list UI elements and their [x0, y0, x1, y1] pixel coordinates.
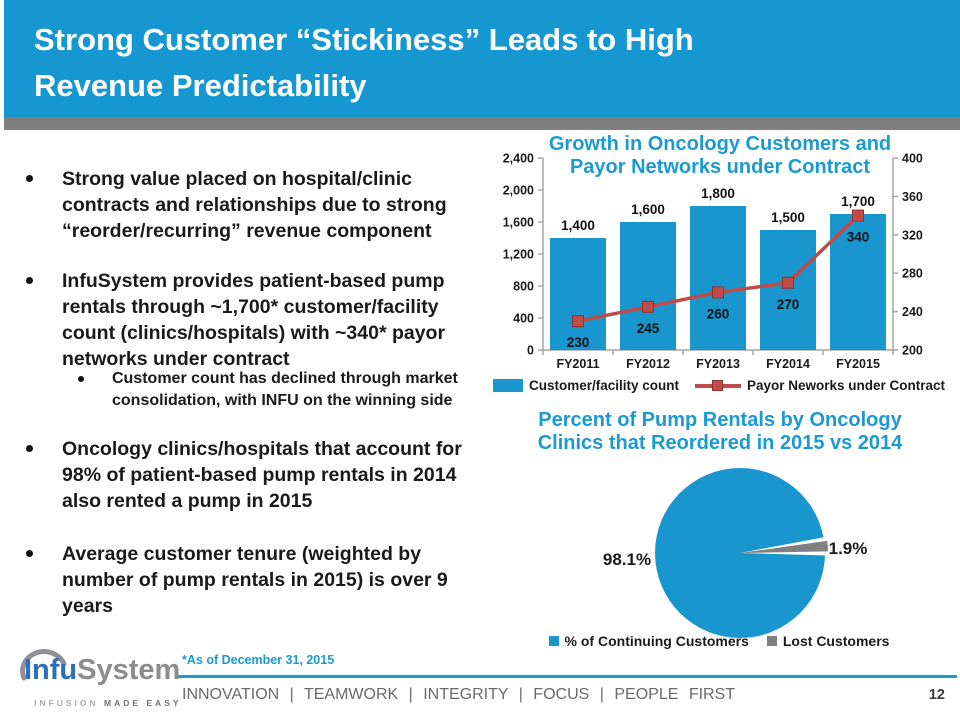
pie-chart-title: Percent of Pump Rentals by Oncology Clinics that Reordered in 2015 vs 2014: [537, 409, 903, 454]
slide-title: Strong Customer “Stickiness” Leads to High Revenue Predictability: [34, 22, 694, 103]
bullet-dot: [26, 550, 33, 557]
footnote: *As of December 31, 2015: [182, 653, 335, 667]
bullet-text: Strong value placed on hospital/clinic contracts and relationships due to strong “reorder/recurring” revenue component: [62, 168, 447, 242]
legend-item-continuing: [549, 633, 749, 649]
svg-text:340: 340: [846, 229, 870, 245]
combo-chart-legend: [480, 378, 958, 393]
svg-text:800: 800: [513, 279, 534, 294]
pie-chart-canvas: [480, 400, 960, 650]
svg-text:FY2012: FY2012: [626, 357, 670, 371]
combo-chart-title: Growth in Oncology Customers and Payor Networks under Contract: [548, 133, 892, 178]
svg-text:320: 320: [902, 228, 923, 243]
svg-text:270: 270: [776, 296, 800, 312]
svg-text:FY2014: FY2014: [766, 357, 810, 371]
bullet-dot: [78, 376, 84, 382]
gray-square-icon: [767, 636, 777, 646]
svg-text:360: 360: [902, 189, 923, 204]
bullet-text: Average customer tenure (weighted by number of pump rentals in 2015) is over 9 years: [62, 543, 448, 617]
svg-text:1,200: 1,200: [502, 247, 534, 262]
svg-text:1,600: 1,600: [502, 215, 534, 230]
svg-text:1,700: 1,700: [841, 194, 875, 209]
legend-label: Payor Neworks under Contract: [746, 378, 946, 393]
sub-bullet-text: Customer count has declined through market consolidation, with INFU on the winning side: [112, 370, 458, 409]
svg-text:230: 230: [566, 335, 590, 351]
bullet-item-1: [0, 166, 478, 244]
bullet-dot: [26, 445, 33, 452]
bullet-text: Oncology clinics/hospitals that account for 98% of patient-based pump rentals in 2014 also rented a pump in 2015: [62, 438, 462, 512]
bullet-dot: [26, 175, 33, 182]
legend-item-lost: [767, 633, 890, 649]
pie-label-continuing: 98.1%: [602, 550, 652, 569]
svg-text:280: 280: [902, 266, 923, 281]
svg-text:FY2011: FY2011: [556, 357, 600, 371]
bullet-text: InfuSystem provides patient-based pump rentals through ~1,700* customer/facility count (clinics/hospitals) with ~340* payor networks under contract: [62, 270, 446, 370]
legend-item-bar-series: [493, 378, 679, 393]
blue-square-icon: [549, 636, 559, 646]
pie-label-lost: 1.9%: [828, 539, 868, 558]
svg-text:FY2015: FY2015: [836, 357, 880, 371]
pie-chart-legend: [480, 633, 958, 649]
bullet-item-2: [0, 268, 478, 372]
svg-text:240: 240: [902, 305, 923, 320]
svg-text:245: 245: [636, 320, 660, 336]
logo-wordmark: InfuSystem: [24, 654, 181, 686]
slide-header: [4, 0, 960, 117]
footer-divider: [178, 675, 957, 678]
svg-text:1,800: 1,800: [701, 186, 735, 201]
values-tagline: INNOVATION | TEAMWORK | INTEGRITY | FOCUS | PEOPLE FIRST: [182, 686, 736, 703]
legend-item-line-series: [695, 378, 945, 393]
infusystem-logo: [12, 640, 187, 718]
bullet-item-3: [0, 436, 478, 514]
line-marker-icon: [695, 380, 741, 392]
legend-label: % of Continuing Customers: [564, 633, 749, 649]
svg-text:200: 200: [902, 343, 923, 358]
svg-text:2,000: 2,000: [502, 183, 534, 198]
svg-text:FY2013: FY2013: [696, 357, 740, 371]
bar-swatch-icon: [493, 379, 523, 392]
legend-label: Lost Customers: [782, 633, 890, 649]
svg-text:1,600: 1,600: [631, 202, 665, 217]
svg-text:1,400: 1,400: [561, 218, 595, 233]
svg-text:0: 0: [527, 343, 534, 358]
legend-label: Customer/facility count: [528, 378, 679, 393]
svg-text:2,400: 2,400: [502, 151, 534, 166]
svg-text:260: 260: [706, 306, 730, 322]
page-number: 12: [928, 687, 945, 703]
svg-text:1,500: 1,500: [771, 210, 805, 225]
bullet-item-4: [0, 541, 478, 619]
bullet-dot: [26, 277, 33, 284]
sub-bullet-item: [0, 368, 478, 412]
logo-tagline: INFUSION MADE EASY: [34, 698, 182, 708]
header-underline-bar: [4, 117, 960, 130]
combo-chart-canvas: [480, 130, 960, 380]
svg-text:400: 400: [513, 311, 534, 326]
svg-text:400: 400: [902, 151, 923, 166]
